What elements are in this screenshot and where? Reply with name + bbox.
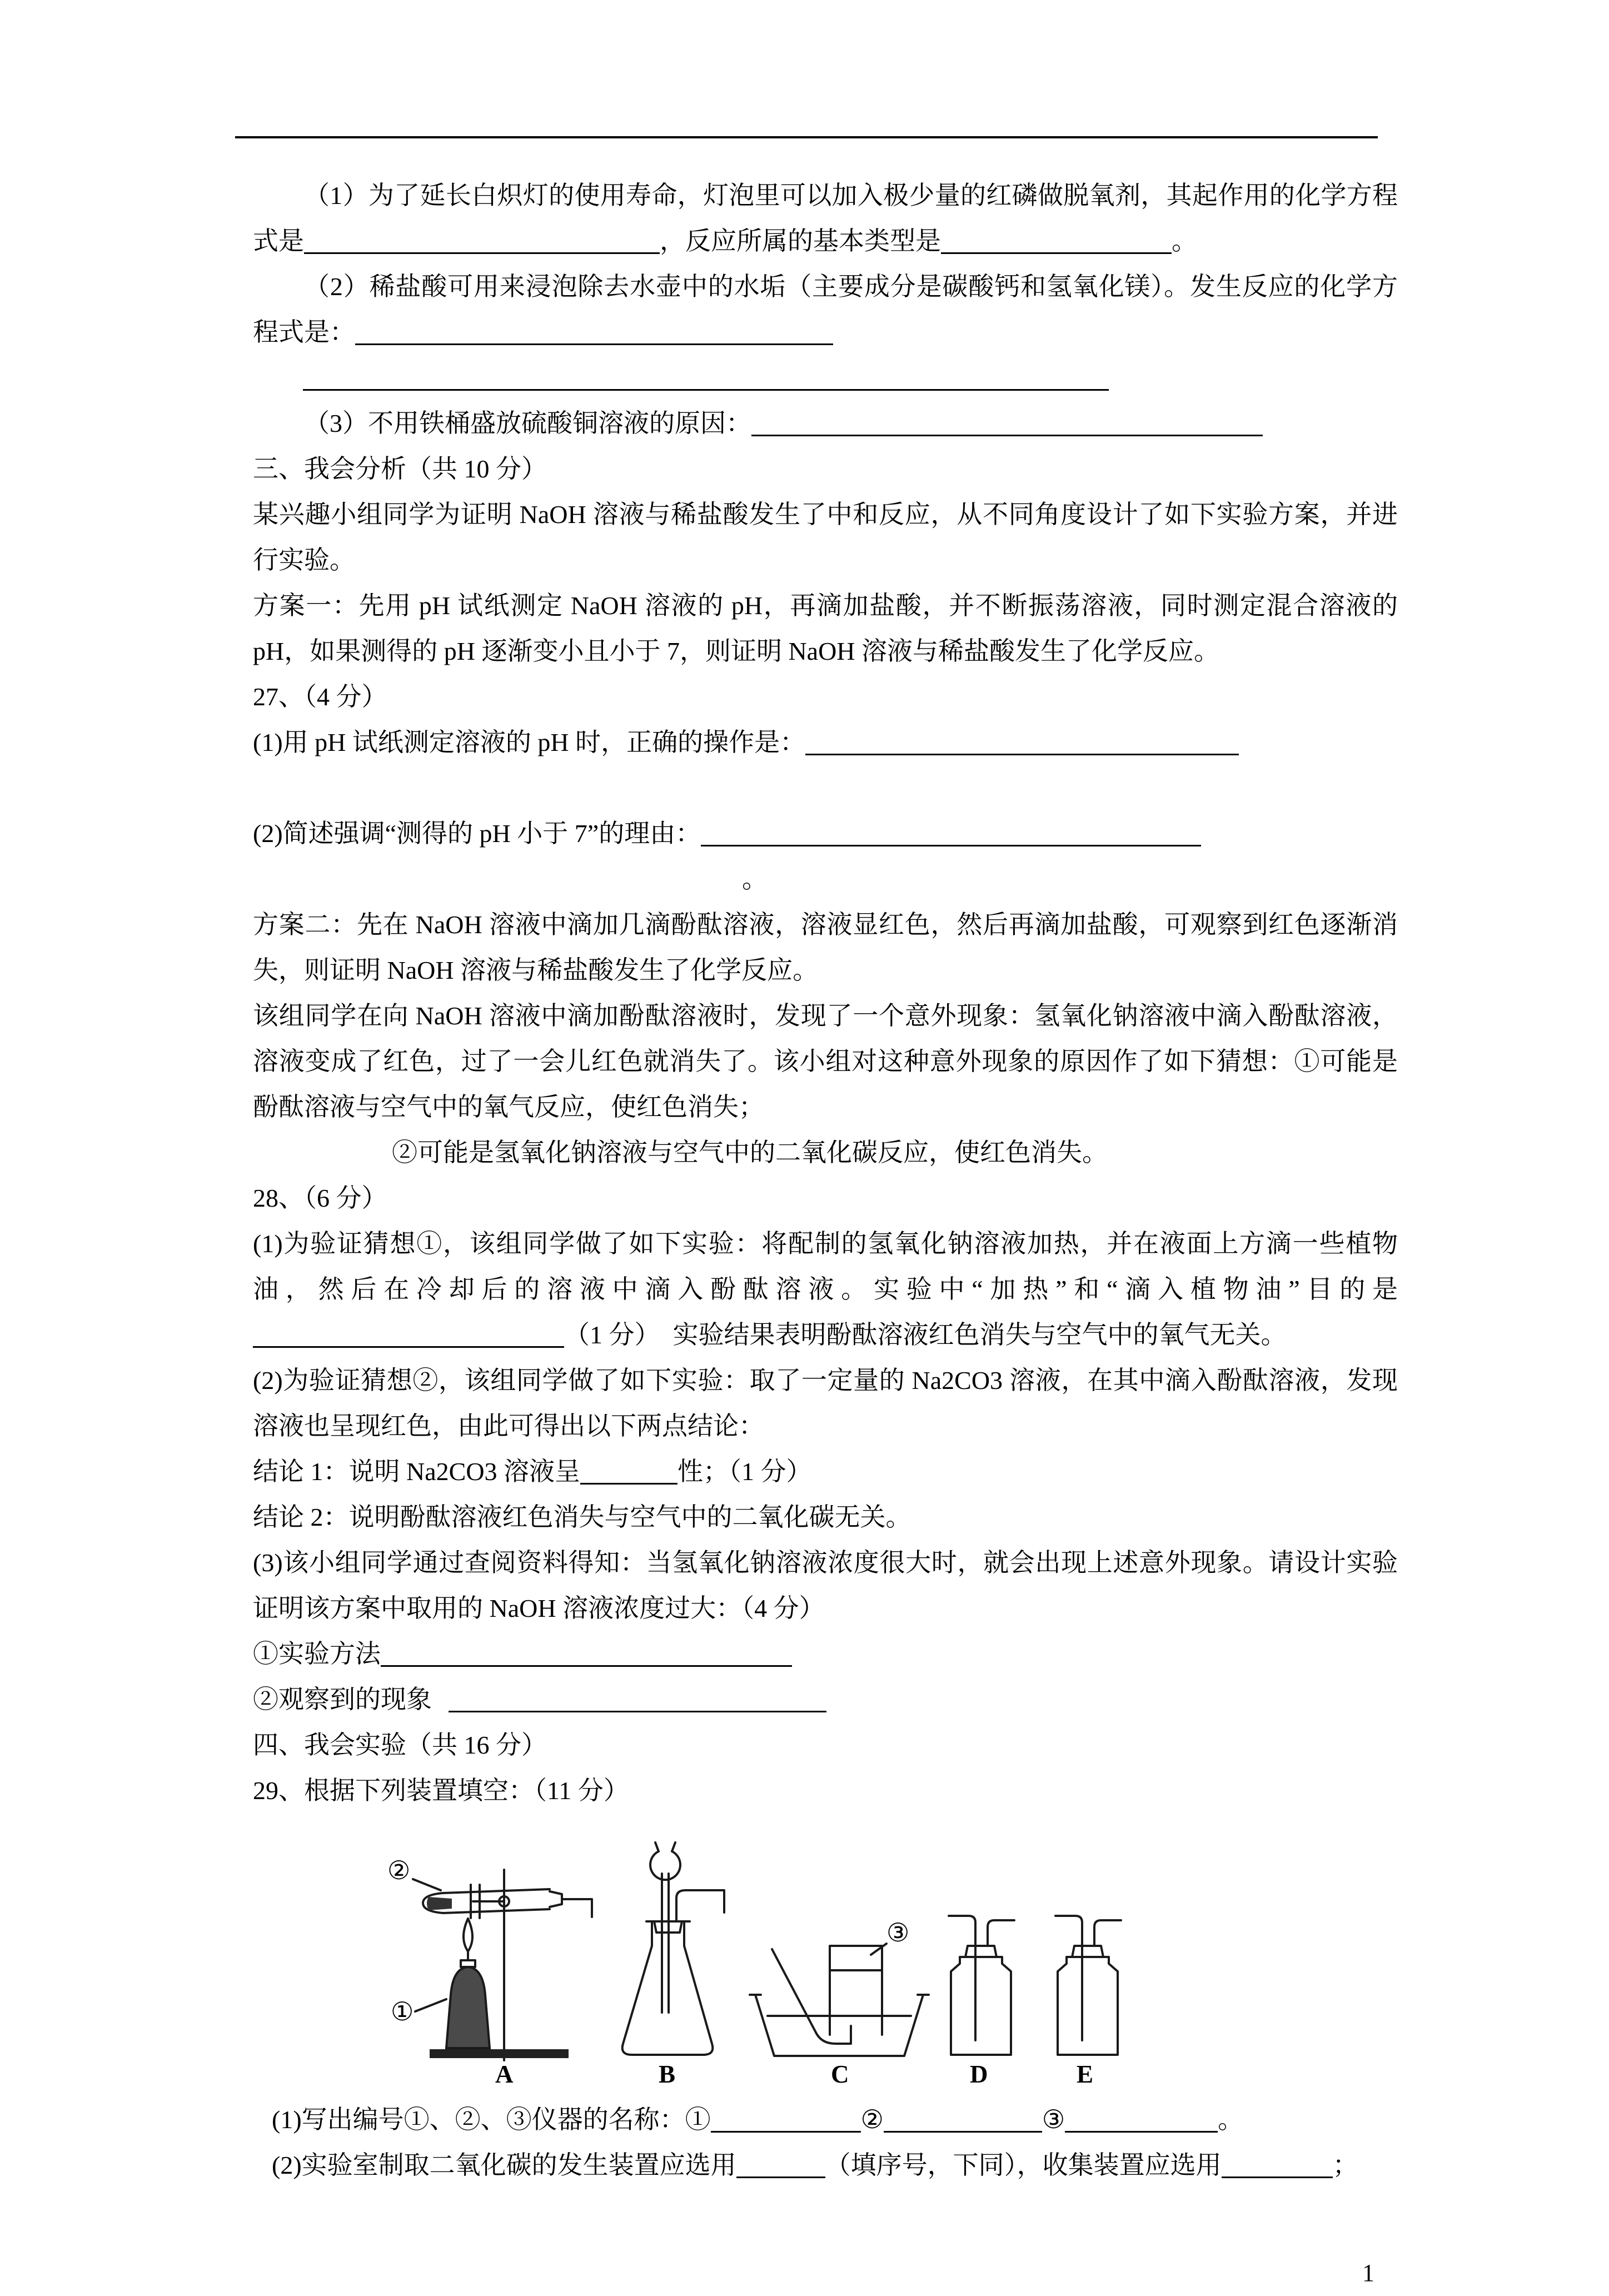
delivery-tube xyxy=(772,1949,851,2044)
text-segment: 结论 1：说明 Na2CO3 溶液呈 xyxy=(253,1457,581,1486)
label-circle-1: ① xyxy=(391,1998,414,2026)
bottle-stopper xyxy=(965,1946,997,1957)
delivery-tube xyxy=(676,1890,724,1920)
answer-blank xyxy=(805,728,1239,755)
question-26-item2 xyxy=(253,264,1398,355)
gas-collection-bottle xyxy=(830,1946,882,2035)
short-glass-tube xyxy=(988,1920,1014,1946)
text-segment: (2)实验室制取二氧化碳的发生装置应选用 xyxy=(272,2151,736,2179)
text-segment: ①实验方法 xyxy=(253,1640,381,1668)
device-label-d: D xyxy=(970,2060,988,2088)
text-segment: (1)用 pH 试纸测定溶液的 pH 时，正确的操作是： xyxy=(253,728,806,756)
flame xyxy=(464,1919,472,1951)
page-number: 1 xyxy=(1362,2259,1374,2287)
question-28-part1 xyxy=(253,1221,1398,1358)
text-segment: 某兴趣小组同学为证明 NaOH 溶液与稀盐酸发生了中和反应，从不同角度设计了如下实验方案，并进行实验。 xyxy=(253,500,1398,574)
text-segment: ③ xyxy=(1042,2105,1065,2134)
section3-heading xyxy=(253,446,1398,492)
text-segment: ，反应所属的基本类型是 xyxy=(660,227,941,255)
bottle-stopper xyxy=(1072,1946,1103,1957)
delivery-tube xyxy=(562,1899,592,1917)
section3-intro xyxy=(253,492,1398,583)
blank-line xyxy=(253,765,1398,811)
text-segment: 。 xyxy=(1172,227,1197,255)
plan2-paragraph xyxy=(253,902,1398,993)
text-segment: ②观察到的现象 xyxy=(253,1685,432,1714)
text-segment: (1)为验证猜想①，该组同学做了如下实验：将配制的氢氧化钠溶液加热，并在液面上方滴一些植物油，然后在冷却后的溶液中滴入酚酞溶液。实验中“加热”和“滴入植物油”目的是 xyxy=(253,1229,1398,1303)
text-segment: (1)写出编号①、②、③仪器的名称：① xyxy=(272,2105,711,2134)
plan1-paragraph xyxy=(253,583,1398,674)
conclusion-1 xyxy=(253,1449,1398,1495)
observation-paragraph xyxy=(253,993,1398,1130)
answer-blank xyxy=(355,318,833,345)
text-segment: (3)该小组同学通过查阅资料得知：当氢氧化钠溶液浓度很大时，就会出现上述意外现象。请设计实验证明该方案中取用的 NaOH 溶液浓度过大：（4 分） xyxy=(253,1548,1398,1622)
answer-blank xyxy=(701,819,1201,846)
test-tube-contents xyxy=(427,1897,452,1910)
guess2-paragraph xyxy=(253,1130,1398,1176)
question-28-number xyxy=(253,1176,1398,1221)
device-label-c: C xyxy=(831,2060,849,2088)
text-segment: 27、（4 分） xyxy=(253,683,387,711)
text-segment: 方案一：先用 pH 试纸测定 NaOH 溶液的 pH，再滴加盐酸，并不断振荡溶液，同时测定混合溶液的 pH，如果测得的 pH 逐渐变小且小于 7，则证明 NaOH 溶液与稀盐酸发生了化学反应。 xyxy=(253,591,1398,665)
answer-blank xyxy=(711,2105,861,2133)
text-segment: 29、根据下列装置填空：（11 分） xyxy=(253,1776,629,1805)
answer-blank xyxy=(736,2151,825,2178)
question-27-number xyxy=(253,674,1398,720)
device-label-e: E xyxy=(1077,2060,1094,2088)
header-rule xyxy=(235,136,1378,138)
question-27-part2 xyxy=(253,811,1398,856)
text-segment: 方案二：先在 NaOH 溶液中滴加几滴酚酞溶液，溶液显红色，然后再滴加盐酸，可观察到红色逐渐消失，则证明 NaOH 溶液与稀盐酸发生了化学反应。 xyxy=(253,910,1398,984)
text-segment: (2)简述强调“测得的 pH 小于 7”的理由： xyxy=(253,819,701,848)
question-27-part1 xyxy=(253,720,1398,765)
text-segment: 结论 2：说明酚酞溶液红色消失与空气中的二氧化碳无关。 xyxy=(253,1503,911,1531)
question-27-part2-period xyxy=(253,856,1398,902)
text-segment: 四、我会实验（共 16 分） xyxy=(253,1731,547,1759)
short-glass-tube xyxy=(1094,1920,1121,1946)
question-26-item1 xyxy=(253,173,1398,264)
text-segment: （填序号，下同），收集装置应选用 xyxy=(825,2151,1222,2179)
text-segment: （1）为了延长白炽灯的使用寿命，灯泡里可以加入极少量的红磷做脱氧剂，其起作用的化学方程式是 xyxy=(253,181,1398,255)
text-segment: （3）不用铁桶盛放硫酸铜溶液的原因： xyxy=(304,409,751,437)
answer-blank xyxy=(751,409,1263,436)
gas-bottle xyxy=(951,1957,1011,2055)
long-glass-tube xyxy=(1055,1916,1082,2040)
text-segment: （2）稀盐酸可用来浸泡除去水壶中的水垢（主要成分是碳酸钙和氢氧化镁）。发生反应的化学方程式是： xyxy=(253,272,1398,346)
question-29-part2 xyxy=(253,2143,1398,2188)
question-26-item2-extra-line xyxy=(253,355,1398,401)
question-26-item3 xyxy=(253,401,1398,446)
apparatus-diagram xyxy=(364,1828,1170,2089)
alcohol-lamp-body xyxy=(446,1967,490,2048)
device-label-b: B xyxy=(659,2060,676,2088)
text-segment: ②可能是氢氧化钠溶液与空气中的二氧化碳反应，使红色消失。 xyxy=(392,1138,1108,1167)
stand-base xyxy=(430,2049,569,2058)
conclusion-2 xyxy=(253,1495,1398,1540)
text-segment: 该组同学在向 NaOH 溶液中滴加酚酞溶液时，发现了一个意外现象：氢氧化钠溶液中滴入酚酞溶液，溶液变成了红色，过了一会儿红色就消失了。该小组对这种意外现象的原因作了如下猜想：①可能是酚酞溶液与空气中的氧气反应，使红色消失； xyxy=(253,1002,1398,1121)
question-29-part1 xyxy=(253,2097,1398,2143)
long-glass-tube xyxy=(949,1916,975,2040)
device-label-a: A xyxy=(495,2060,514,2088)
text-segment: 性；（1 分） xyxy=(678,1457,812,1486)
apparatus-a-heating-setup xyxy=(387,1856,592,2088)
answer-blank xyxy=(884,2105,1042,2133)
answer-blank xyxy=(303,363,1109,391)
answer-blank xyxy=(449,1685,826,1712)
answer-blank xyxy=(304,227,660,254)
answer-blank xyxy=(941,227,1172,254)
method-line xyxy=(253,1631,1398,1677)
label-1-pointer-line xyxy=(415,1999,446,2011)
answer-blank xyxy=(253,1321,564,1348)
answer-blank xyxy=(381,1640,792,1667)
gas-bottle xyxy=(1058,1957,1118,2055)
question-28-part2 xyxy=(253,1358,1398,1449)
label-circle-3: ③ xyxy=(886,1919,910,1947)
text-segment: (2)为验证猜想②，该组同学做了如下实验：取了一定量的 Na2CO3 溶液，在其中滴入酚酞溶液，发现溶液也呈现红色，由此可得出以下两点结论： xyxy=(253,1366,1398,1440)
apparatus-b-gas-generator xyxy=(622,1842,724,2088)
phenomenon-line xyxy=(253,1677,1398,1722)
text-segment: 。 xyxy=(742,865,768,893)
water-trough xyxy=(755,1995,923,2056)
text-segment: （1 分） 实验结果表明酚酞溶液红色消失与空气中的氧气无关。 xyxy=(564,1321,1287,1349)
apparatus-e-gas-bottle xyxy=(1055,1916,1121,2088)
tube-stopper xyxy=(550,1891,562,1907)
answer-blank xyxy=(1065,2105,1218,2133)
document-content xyxy=(253,173,1398,2188)
text-segment: ② xyxy=(860,2105,884,2134)
text-segment: 28、（6 分） xyxy=(253,1184,387,1212)
label-2-pointer-line xyxy=(413,1879,441,1890)
answer-blank xyxy=(580,1457,678,1485)
text-segment: ； xyxy=(1332,2151,1358,2179)
funnel-lip xyxy=(672,1842,675,1851)
section4-heading xyxy=(253,1722,1398,1768)
question-28-part3 xyxy=(253,1540,1398,1631)
apparatus-d-gas-bottle xyxy=(949,1916,1014,2088)
text-segment: 。 xyxy=(1218,2105,1244,2134)
question-29-number xyxy=(253,1768,1398,1814)
text-segment: 三、我会分析（共 10 分） xyxy=(253,455,547,483)
apparatus-c-water-collection xyxy=(750,1919,929,2088)
apparatus-figure xyxy=(364,1828,1398,2089)
label-circle-2: ② xyxy=(387,1856,411,1885)
answer-blank xyxy=(1222,2151,1333,2178)
funnel-lip xyxy=(655,1842,659,1851)
thistle-funnel-bulb xyxy=(650,1851,680,1880)
